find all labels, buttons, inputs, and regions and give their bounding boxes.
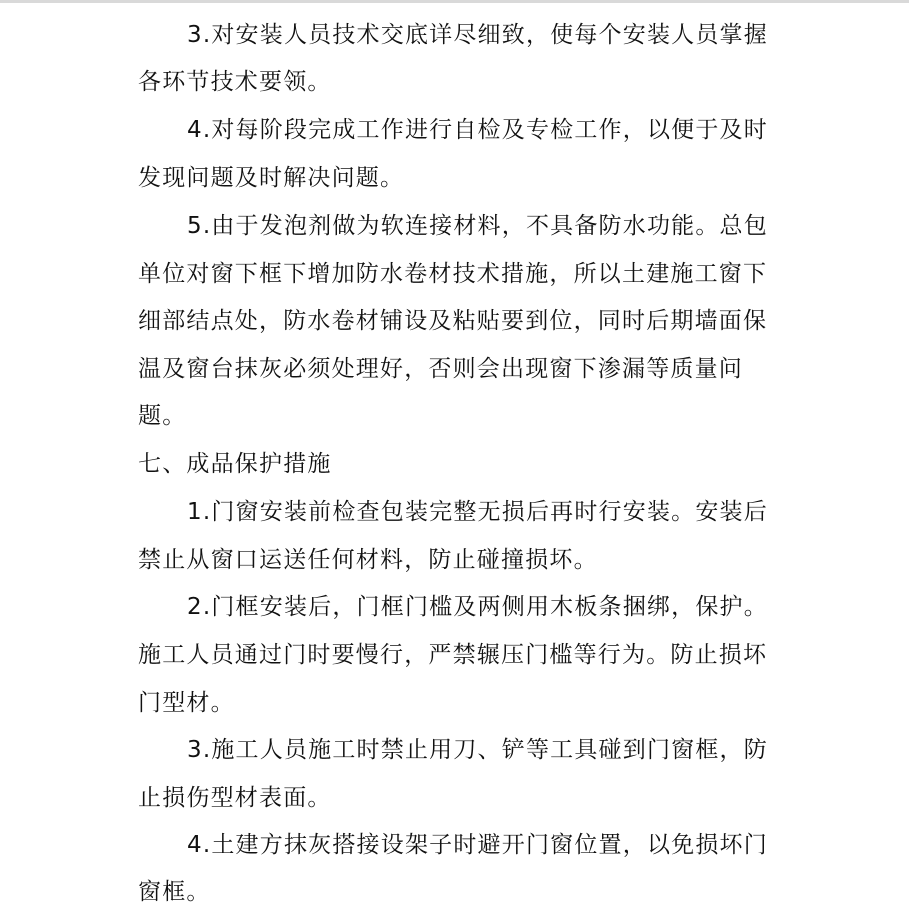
protection-item-2-line-1: 2.门框安装后，门框门槛及两侧用木板条捆绑，保护。 [187, 594, 768, 620]
protection-item-1-line-1: 1.门窗安装前检查包装完整无损后再时行安装。安装后 [187, 499, 768, 525]
section-heading: 七、成品保护措施 [138, 451, 332, 477]
paragraph-5-line-1: 5.由于发泡剂做为软连接材料，不具备防水功能。总包 [187, 213, 768, 239]
protection-item-3-line-1: 3.施工人员施工时禁止用刀、铲等工具碰到门窗框，防 [187, 737, 768, 763]
paragraph-5-line-4: 温及窗台抹灰必须处理好，否则会出现窗下渗漏等质量问 [138, 356, 743, 382]
protection-item-2-line-3: 门型材。 [138, 690, 235, 716]
paragraph-5-line-5: 题。 [138, 403, 187, 429]
protection-item-3-line-2: 止损伤型材表面。 [138, 785, 332, 811]
paragraph-3-line-2: 各环节技术要领。 [138, 69, 332, 95]
protection-item-2-line-2: 施工人员通过门时要慢行，严禁辗压门槛等行为。防止损坏 [138, 642, 768, 668]
protection-item-1-line-2: 禁止从窗口运送任何材料，防止碰撞损坏。 [138, 547, 598, 573]
paragraph-5-line-3: 细部结点处，防水卷材铺设及粘贴要到位，同时后期墙面保 [138, 308, 768, 334]
protection-item-4-line-1: 4.土建方抹灰搭接设架子时避开门窗位置，以免损坏门 [187, 832, 768, 858]
protection-item-4-line-2: 窗框。 [138, 879, 211, 905]
paragraph-3-line-1: 3.对安装人员技术交底详尽细致，使每个安装人员掌握 [187, 22, 768, 48]
paragraph-4-line-2: 发现问题及时解决问题。 [138, 165, 405, 191]
paragraph-4-line-1: 4.对每阶段完成工作进行自检及专检工作，以便于及时 [187, 117, 768, 143]
paragraph-5-line-2: 单位对窗下框下增加防水卷材技术措施，所以土建施工窗下 [138, 261, 768, 287]
